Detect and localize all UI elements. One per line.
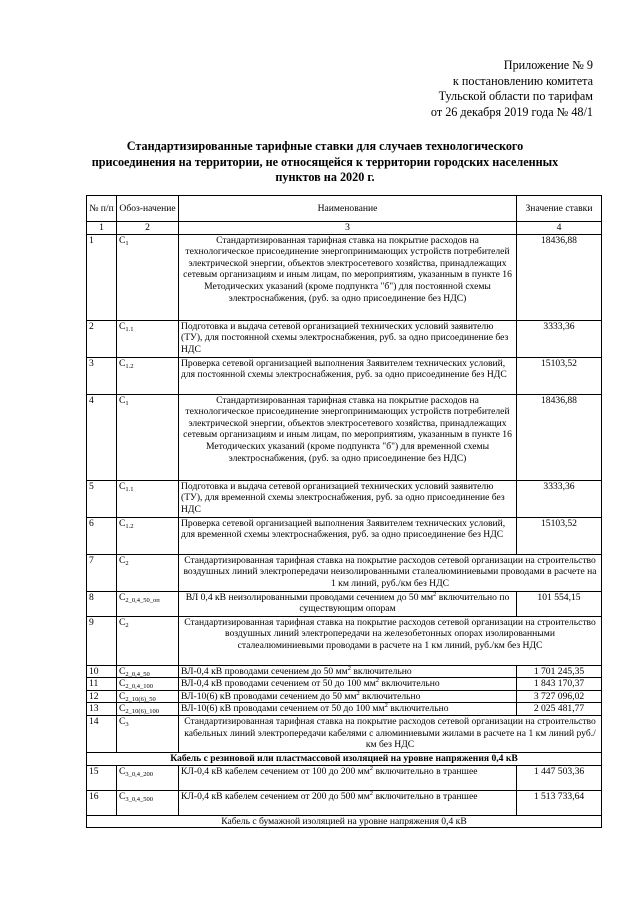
table-row — [87, 517, 602, 554]
code-letter: C — [119, 394, 126, 406]
row-number: 3 — [87, 357, 117, 394]
row-name-text: Стандартизированная тарифная ставка на покрытие расходов сетевой организации на строительство кабельных линий электропередачи кабелями с алюминиевыми жилами в расчете на 1 км линий руб./км без НДС — [184, 715, 596, 751]
table-row — [87, 616, 602, 665]
document-title — [70, 139, 580, 186]
row-name-text: ВЛ 0,4 кВ неизолированными проводами сечением до 50 мм — [185, 591, 434, 603]
row-number: 6 — [87, 517, 117, 554]
row-name — [179, 517, 517, 554]
row-name — [179, 678, 517, 691]
row-number: 8 — [87, 591, 117, 616]
row-code — [117, 320, 179, 357]
unit-superscript: 2 — [433, 591, 437, 598]
table-row — [87, 678, 602, 691]
title-line-2: присоединения на территории, не относящейся к территории городских населенных — [91, 154, 559, 169]
row-name-text: ВЛ-10(6) кВ проводами сечением до 50 мм — [181, 690, 357, 702]
code-subscript: 2_10(6)_50 — [125, 695, 156, 703]
code-letter: C — [119, 320, 126, 332]
row-code — [117, 765, 179, 790]
row-code — [117, 394, 179, 480]
code-letter: C — [119, 554, 126, 566]
table-row — [87, 790, 602, 815]
code-letter: C — [119, 665, 126, 677]
row-value: 1 701 245,35 — [517, 665, 602, 678]
table-section-row — [87, 752, 602, 765]
row-value: 101 554,15 — [517, 591, 602, 616]
row-name — [179, 690, 517, 703]
row-code — [117, 234, 179, 320]
row-name — [179, 790, 517, 815]
code-letter: C — [119, 517, 126, 529]
row-number: 13 — [87, 703, 117, 716]
row-value: 18436,88 — [517, 394, 602, 480]
table-row — [87, 703, 602, 716]
row-number: 15 — [87, 765, 117, 790]
code-letter: C — [119, 715, 126, 727]
code-subscript: 1.1 — [125, 485, 134, 493]
row-number: 16 — [87, 790, 117, 815]
row-name-text-tail: включительно — [350, 665, 412, 677]
table-row — [87, 394, 602, 480]
row-value: 3 727 096,02 — [517, 690, 602, 703]
row-name — [179, 554, 602, 591]
table-row — [87, 765, 602, 790]
appendix-line-1: Приложение № 9 — [503, 58, 593, 72]
row-name-text-tail: включительно — [387, 703, 449, 715]
section-title: Кабель с резиновой или пластмассовой изоляцией на уровне напряжения 0,4 кВ — [87, 752, 602, 765]
row-code — [117, 678, 179, 691]
unit-superscript: 2 — [384, 702, 388, 710]
section-title: Кабель с бумажной изоляцией на уровне напряжения 0,4 кВ — [87, 815, 602, 828]
code-subscript: 1.2 — [125, 522, 134, 530]
code-subscript: 1 — [125, 239, 129, 247]
row-name-text-tail: включительно — [379, 678, 440, 690]
code-letter: C — [119, 703, 126, 715]
table-row — [87, 665, 602, 678]
row-code — [117, 790, 179, 815]
code-subscript: 1.1 — [125, 325, 134, 333]
row-code — [117, 703, 179, 716]
appendix-line-4: от 26 декабря 2019 года № 48/1 — [430, 104, 593, 119]
row-name-text: ВЛ-0,4 кВ проводами сечением от 50 до 100 мм — [181, 678, 376, 690]
title-line-1: Стандартизированные тарифные ставки для случаев технологического — [126, 139, 524, 153]
header-value: Значение ставки — [517, 196, 602, 222]
row-name-text-tail: включительно в траншее — [373, 765, 478, 777]
code-letter: C — [119, 234, 126, 246]
row-code — [117, 591, 179, 616]
row-value: 18436,88 — [517, 234, 602, 320]
row-code — [117, 665, 179, 678]
unit-superscript: 2 — [369, 765, 374, 772]
appendix-line-3: Тульской области по тарифам — [438, 89, 593, 103]
row-name-text: Стандартизированная тарифная ставка на покрытие расходов сетевой организации на строительство воздушных линий электропередачи на железобетонных опорах изолированными сталеалюминиевыми проводами в расчете на 1 км линий, руб./км без НДС — [184, 616, 596, 651]
unit-superscript: 2 — [356, 690, 360, 697]
row-number: 7 — [87, 554, 117, 591]
table-row — [87, 554, 602, 591]
row-code — [117, 480, 179, 517]
code-subscript: 2 — [125, 559, 129, 567]
code-subscript: 2_0,4_50_оп — [125, 596, 160, 604]
row-name-text: ВЛ-0,4 кВ проводами сечением до 50 мм — [181, 665, 348, 677]
row-name-text-tail: включительно — [359, 690, 421, 702]
header-code: Обоз-начение — [117, 196, 179, 222]
header-name: Наименование — [179, 196, 517, 222]
row-name — [179, 394, 517, 480]
code-letter: C — [119, 678, 126, 690]
row-name — [179, 765, 517, 790]
code-letter: C — [119, 616, 126, 628]
index-cell: 1 — [87, 222, 117, 235]
row-name-text: КЛ-0,4 кВ кабелем сечением от 200 до 500 мм — [181, 790, 370, 802]
code-subscript: 2_0,4_100 — [125, 683, 154, 691]
row-value: 1 447 503,36 — [517, 765, 602, 790]
row-code — [117, 554, 179, 591]
title-line-3: пунктов на 2020 г. — [275, 170, 375, 184]
row-number: 12 — [87, 690, 117, 703]
code-subscript: 2_10(6)_100 — [125, 708, 159, 716]
code-subscript: 3_0,4_200 — [125, 770, 154, 778]
row-value: 2 025 481,77 — [517, 703, 602, 716]
code-letter: C — [119, 591, 126, 603]
row-number: 10 — [87, 665, 117, 678]
row-name-text: Стандартизированная тарифная ставка на покрытие расходов на технологическое присоединение энергопринимающих устройств потребителей электрической энергии, объектов электросетевого хозяйства, принадлежащих сетевым организациям и иным лицам, по мероприятиям, указанным в пункте 16 Методических указаний (кроме подпункта "б") для временной схемы электроснабжения, (руб. за одно присоединение без НДС) — [183, 394, 512, 464]
row-code — [117, 690, 179, 703]
table-row — [87, 591, 602, 616]
table-row — [87, 715, 602, 752]
unit-superscript: 2 — [375, 677, 380, 684]
row-value: 1 843 170,37 — [517, 678, 602, 691]
row-name — [179, 480, 517, 517]
code-subscript: 2 — [125, 621, 129, 629]
row-name — [179, 320, 517, 357]
table-row — [87, 357, 602, 394]
appendix-block — [293, 58, 593, 120]
row-name-text-tail: включительно по существующим опорам — [299, 591, 510, 615]
row-number: 2 — [87, 320, 117, 357]
row-value: 1 513 733,64 — [517, 790, 602, 815]
table-row — [87, 234, 602, 320]
row-number: 5 — [87, 480, 117, 517]
header-num: № п/п — [87, 196, 117, 222]
row-name-text: Стандартизированная тарифная ставка на покрытие расходов на технологическое присоединение энергопринимающих устройств потребителей электрической энергии, объектов электросетевого хозяйства, принадлежащих сетевым организациям и иным лицам, по мероприятиям, указанным в пункте 16 Методических указаний (кроме подпункта "б") для постоянной схемы электроснабжения, (руб. за одно присоединение без НДС) — [183, 234, 512, 304]
row-value: 3333,36 — [517, 320, 602, 357]
row-name — [179, 234, 517, 320]
row-name-text-tail: включительно в траншее — [373, 790, 478, 802]
tariff-table-body — [87, 196, 602, 828]
index-cell: 2 — [117, 222, 179, 235]
row-code — [117, 517, 179, 554]
unit-superscript: 2 — [369, 790, 374, 797]
row-name-text: Подготовка и выдача сетевой организацией технических условий заявителю (ТУ), для временной схемы электроснабжения, руб. за одно присоединение без НДС — [181, 480, 505, 515]
table-section-row — [87, 815, 602, 828]
row-name — [179, 591, 517, 616]
row-code — [117, 715, 179, 752]
code-letter: C — [119, 765, 126, 777]
row-value: 3333,36 — [517, 480, 602, 517]
code-subscript: 3 — [125, 720, 129, 728]
row-name-text: Проверка сетевой организацией выполнения Заявителем технических условий, для постоянной схемы электроснабжения, руб. за одно присоединение без НДС — [181, 357, 507, 381]
row-name — [179, 357, 517, 394]
code-letter: C — [119, 790, 126, 802]
row-number: 9 — [87, 616, 117, 665]
row-number: 1 — [87, 234, 117, 320]
table-row — [87, 480, 602, 517]
row-name — [179, 616, 602, 665]
row-name — [179, 665, 517, 678]
tariff-table — [86, 195, 602, 828]
code-letter: C — [119, 480, 126, 492]
row-name-text: КЛ-0,4 кВ кабелем сечением от 100 до 200 мм — [181, 765, 370, 777]
code-subscript: 1 — [125, 399, 129, 407]
code-subscript: 2_0,4_50 — [125, 670, 150, 678]
unit-superscript: 2 — [347, 665, 351, 672]
appendix-line-2: к постановлению комитета — [452, 73, 593, 88]
row-name-text: Стандартизированная тарифная ставка на покрытие расходов сетевой организации на строительство воздушных линий электропередачи неизолированными сталеалюминиевыми проводами в расчете на 1 км линий, руб./км без НДС — [183, 554, 597, 589]
row-value: 15103,52 — [517, 517, 602, 554]
code-subscript: 3_0,4_500 — [125, 795, 154, 803]
row-name — [179, 703, 517, 716]
index-cell: 4 — [517, 222, 602, 235]
row-code — [117, 616, 179, 665]
row-value: 15103,52 — [517, 357, 602, 394]
code-letter: C — [119, 690, 126, 702]
row-code — [117, 357, 179, 394]
table-row — [87, 690, 602, 703]
row-name-text: Подготовка и выдача сетевой организацией технических условий заявителю (ТУ), для постоянной схемы электроснабжения, руб. за одно присоединение без НДС — [181, 320, 509, 355]
row-number: 4 — [87, 394, 117, 480]
row-name-text: Проверка сетевой организацией выполнения Заявителем технических условий, для временной схемы электроснабжения, руб. за одно присоединение без НДС — [181, 517, 506, 541]
code-subscript: 1.2 — [125, 362, 134, 370]
table-index-row — [87, 222, 602, 235]
row-name-text: ВЛ-10(6) кВ проводами сечением от 50 до 100 мм — [181, 703, 385, 715]
table-header-row — [87, 196, 602, 222]
code-letter: C — [119, 357, 126, 369]
row-number: 11 — [87, 678, 117, 691]
row-name — [179, 715, 602, 752]
row-number: 14 — [87, 715, 117, 752]
table-row — [87, 320, 602, 357]
index-cell: 3 — [179, 222, 517, 235]
